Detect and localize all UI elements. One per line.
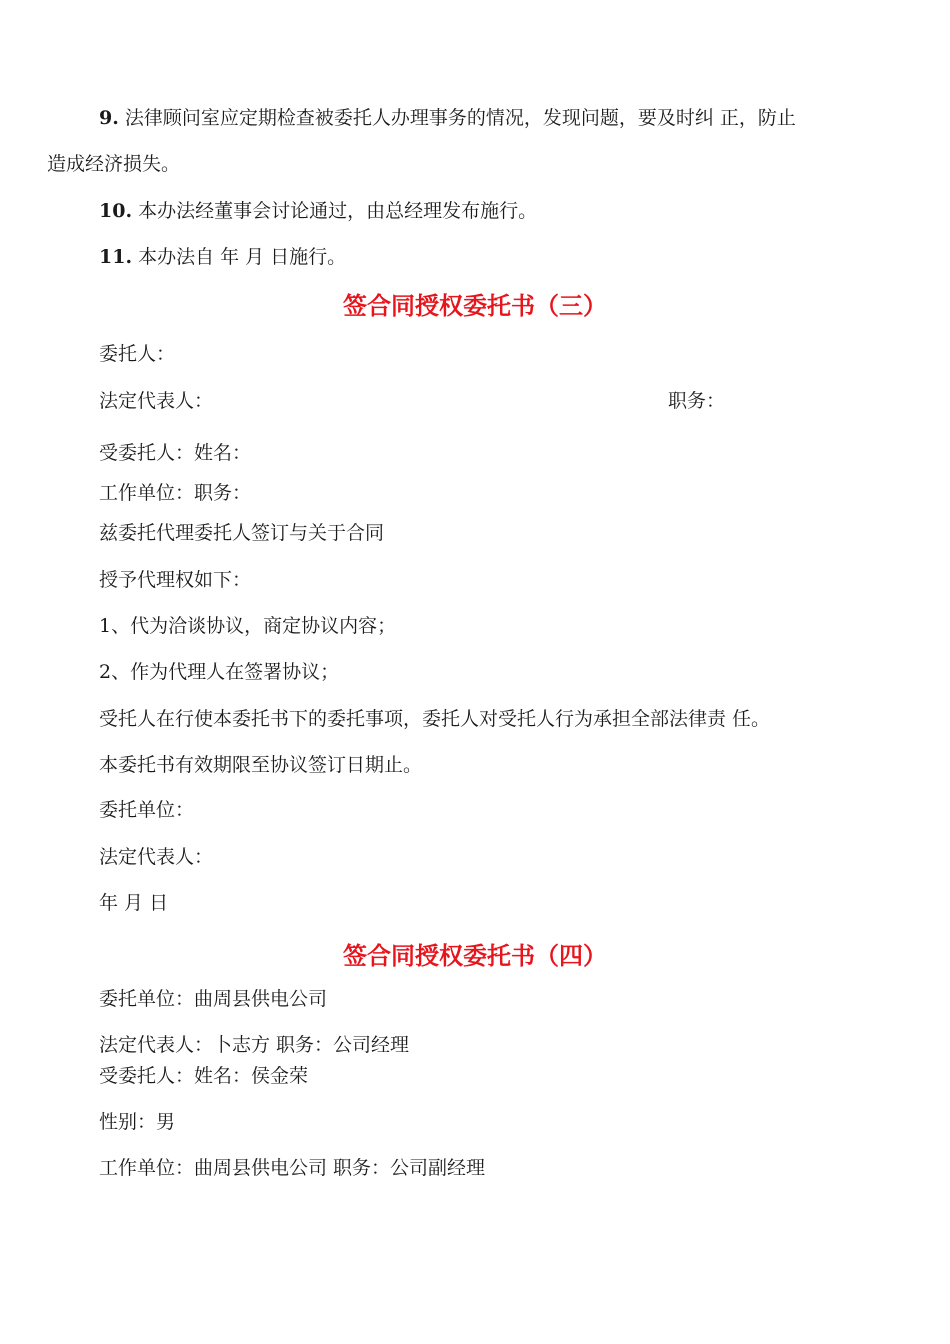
liability-text: 受托人在行使本委托书下的委托事项，委托人对受托人行为承担全部法律责 任。 [99, 708, 771, 730]
s4-legal-rep: 法定代表人：卜志方 职务：公司经理 [99, 1034, 410, 1056]
s4-unit: 委托单位：曲周县供电公司 [99, 988, 328, 1010]
validity-text: 本委托书有效期限至协议签订日期止。 [99, 754, 423, 776]
item-9-continuation: 造成经济损失。 [47, 153, 181, 175]
position-label: 职务： [668, 390, 726, 412]
s4-agent: 受委托人：姓名：侯金荣 [99, 1065, 309, 1087]
item-11-number: 11. [99, 246, 133, 268]
item-9-text: 法律顾问室应定期检查被委托人办理事务的情况，发现问题，要及时纠 正，防止 [124, 107, 796, 129]
grant-text: 授予代理权如下： [99, 569, 252, 591]
s4-work-unit: 工作单位：曲周县供电公司 职务：公司副经理 [99, 1157, 486, 1179]
date-line: 年 月 日 [99, 892, 169, 914]
section-4-title: 签合同授权委托书（四） [343, 942, 607, 970]
item-11 [99, 245, 346, 269]
work-unit-label: 工作单位：职务： [99, 482, 252, 504]
item-10 [99, 199, 537, 223]
grant-item-2: 2、作为代理人在签署协议； [99, 661, 340, 683]
item-10-number: 10. [99, 200, 133, 222]
principal-label: 委托人： [99, 343, 176, 365]
legal-rep-label: 法定代表人： [99, 390, 214, 412]
item-10-text: 本办法经董事会讨论通过，由总经理发布施行。 [138, 200, 538, 222]
item-9-number: 9. [99, 107, 119, 129]
s4-gender: 性别：男 [99, 1111, 176, 1133]
legal-rep-label-2: 法定代表人： [99, 846, 214, 868]
principal-unit-label: 委托单位： [99, 799, 195, 821]
item-9 [99, 106, 796, 130]
section-3-title: 签合同授权委托书（三） [343, 292, 607, 320]
grant-item-1: 1、代为洽谈协议，商定协议内容； [99, 615, 397, 637]
agent-name-label: 受委托人：姓名： [99, 442, 252, 464]
entrust-text: 兹委托代理委托人签订与关于合同 [99, 522, 385, 544]
item-11-text: 本办法自 年 月 日施行。 [138, 246, 347, 268]
